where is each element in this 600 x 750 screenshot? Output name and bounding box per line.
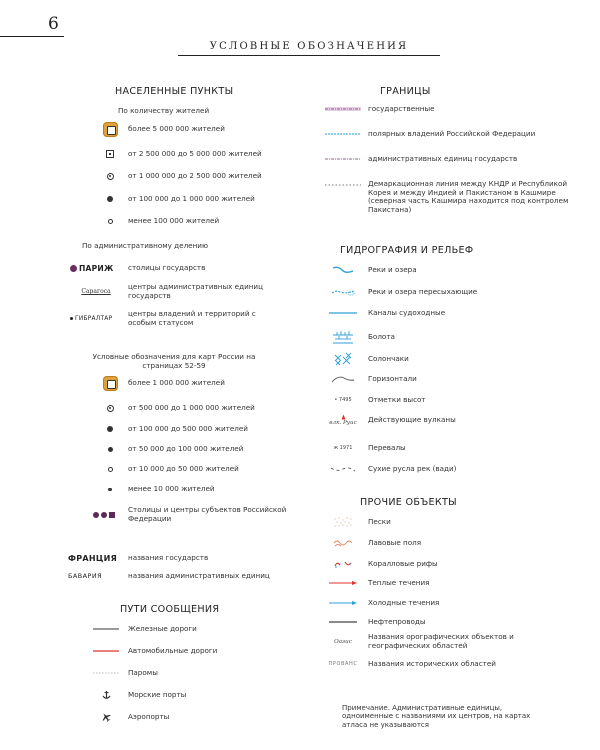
list-item: Паромы	[92, 669, 158, 678]
other-objects-heading: ПРОЧИЕ ОБЪЕКТЫ	[360, 497, 457, 508]
list-item: БАВАРИЯ названия административных единиц	[68, 571, 270, 581]
list-item: ПРОВАНС Названия исторических областей	[328, 659, 496, 668]
list-item: Каналы судоходные	[324, 309, 445, 318]
settlements-heading: НАСЕЛЕННЫЕ ПУНКТЫ	[115, 86, 234, 97]
list-item: Теплые течения	[324, 579, 429, 588]
canal-icon	[324, 310, 362, 316]
by-admin-heading: По административному делению	[82, 241, 209, 250]
page-title: УСЛОВНЫЕ ОБОЗНАЧЕНИЯ	[209, 41, 409, 52]
dry-river-icon	[324, 287, 362, 297]
list-item: полярных владений Российской Федерации	[324, 130, 535, 139]
list-item: • 7495 Отметки высот	[334, 395, 426, 404]
list-item: Пески	[324, 516, 391, 528]
territory-dot-icon	[70, 317, 73, 320]
list-item: менее 100 000 жителей	[100, 217, 219, 226]
list-item: от 500 000 до 1 000 000 жителей	[100, 404, 255, 413]
road-line-icon	[92, 649, 120, 653]
ring-dot-icon	[100, 405, 120, 412]
list-item: Сухие русла рек (вади)	[324, 465, 456, 474]
by-population-heading: По количеству жителей	[118, 106, 210, 115]
warm-current-icon	[324, 580, 362, 586]
pass-sample: ж 1971	[333, 445, 353, 452]
airplane-icon	[92, 712, 120, 722]
footnote: Примечание. Административные единицы, одноименные с названиями их центров, на картах атласа не указываются	[342, 704, 531, 729]
list-item: ж 1971 Перевалы	[333, 443, 406, 452]
ferry-line-icon	[92, 671, 120, 675]
list-item: Солончаки	[324, 352, 409, 366]
title-rule	[178, 55, 440, 56]
polar-border-icon	[324, 132, 362, 136]
city-large-icon	[100, 122, 120, 137]
list-item: от 50 000 до 100 000 жителей	[100, 445, 243, 454]
page-number: 6	[48, 14, 59, 34]
salt-marsh-icon	[324, 352, 362, 366]
region-name-sample: БАВАРИЯ	[68, 572, 103, 581]
list-item: Коралловые рифы	[324, 559, 438, 569]
city-large-icon	[100, 376, 120, 391]
river-icon	[324, 265, 362, 275]
list-item: Реки и озера пересыхающие	[324, 287, 477, 297]
list-item: административных единиц государств	[324, 155, 517, 164]
list-item: Автомобильные дороги	[92, 647, 217, 656]
list-item: Горизонтали	[324, 374, 417, 384]
contour-line-icon	[324, 374, 362, 384]
list-item: Оазис Названия орографических объектов и географических областей	[334, 632, 514, 650]
list-item: менее 10 000 жителей	[100, 485, 215, 494]
filled-dot-icon	[100, 426, 120, 432]
cold-current-icon	[324, 600, 362, 606]
capital-sample: ПАРИЖ	[79, 264, 114, 273]
list-item: от 1 000 000 до 2 500 000 жителей	[100, 172, 262, 181]
list-item: Сарагоса центры административных единиц государств	[81, 282, 263, 300]
list-item: Болота	[324, 330, 395, 344]
top-rule	[0, 36, 64, 37]
list-item: Аэропорты	[92, 712, 169, 722]
filled-dot-icon	[100, 447, 120, 452]
list-item: Реки и озера	[324, 265, 417, 275]
subject-capitals-icon	[88, 512, 120, 518]
territory-sample: ГИБРАЛТАР	[75, 315, 113, 322]
state-border-icon	[324, 106, 362, 112]
coral-reef-icon	[324, 559, 362, 569]
small-ring-icon	[100, 467, 120, 472]
historical-region-sample: ПРОВАНС	[328, 661, 358, 668]
hydro-heading: ГИДРОГРАФИЯ И РЕЛЬЕФ	[340, 245, 474, 256]
list-item: Нефтепроводы	[324, 618, 426, 627]
list-item: от 100 000 до 500 000 жителей	[100, 425, 248, 434]
list-item: от 2 500 000 до 5 000 000 жителей	[100, 150, 262, 159]
list-item: от 100 000 до 1 000 000 жителей	[100, 195, 255, 204]
railroad-line-icon	[92, 627, 120, 631]
sand-icon	[324, 516, 362, 528]
list-item: более 5 000 000 жителей	[100, 122, 225, 137]
list-item: Демаркационная линия между КНДР и Республикой Корея и между Индией и Пакистаном в Кашмире (северная часть Кашмира находится под контролем Пакистана)	[324, 180, 578, 214]
admin-center-sample: Сарагоса	[81, 288, 111, 296]
list-item: влк. Руис Действующие вулканы	[329, 415, 456, 426]
list-item: Лавовые поля	[324, 538, 421, 548]
square-dot-icon	[100, 150, 120, 158]
list-item: более 1 000 000 жителей	[100, 376, 225, 391]
swamp-icon	[324, 330, 362, 344]
wadi-icon	[324, 465, 362, 473]
country-name-sample: ФРАНЦИЯ	[68, 554, 118, 563]
orographic-sample: Оазис	[334, 638, 352, 645]
volcano-sample: влк. Руис	[329, 420, 357, 426]
small-ring-icon	[100, 219, 120, 224]
list-item: Столицы и центры субъектов Российской Федерации	[88, 506, 288, 523]
list-item: Холодные течения	[324, 599, 439, 608]
list-item: Морские порты	[92, 690, 186, 700]
filled-dot-icon	[100, 196, 120, 202]
list-item: ФРАНЦИЯ названия государств	[68, 553, 209, 563]
transport-heading: ПУТИ СООБЩЕНИЯ	[120, 604, 220, 615]
russia-legend-heading: Условные обозначения для карт России на страницах 52-59	[92, 352, 256, 370]
demarcation-line-icon	[324, 180, 362, 187]
list-item: Железные дороги	[92, 625, 197, 634]
borders-heading: ГРАНИЦЫ	[380, 86, 431, 97]
admin-border-icon	[324, 157, 362, 161]
list-item: ГИБРАЛТАР центры владений и территорий с особым статусом	[70, 310, 278, 327]
list-item: ПАРИЖ столицы государств	[70, 264, 205, 273]
anchor-icon	[92, 690, 120, 700]
lava-field-icon	[324, 538, 362, 548]
small-dot-icon	[100, 488, 120, 492]
ring-dot-icon	[100, 173, 120, 180]
list-item: от 10 000 до 50 000 жителей	[100, 465, 239, 474]
elevation-sample: • 7495	[334, 397, 352, 404]
capital-dot-icon	[70, 265, 77, 272]
pipeline-icon	[324, 620, 362, 624]
list-item: государственные	[324, 105, 435, 114]
